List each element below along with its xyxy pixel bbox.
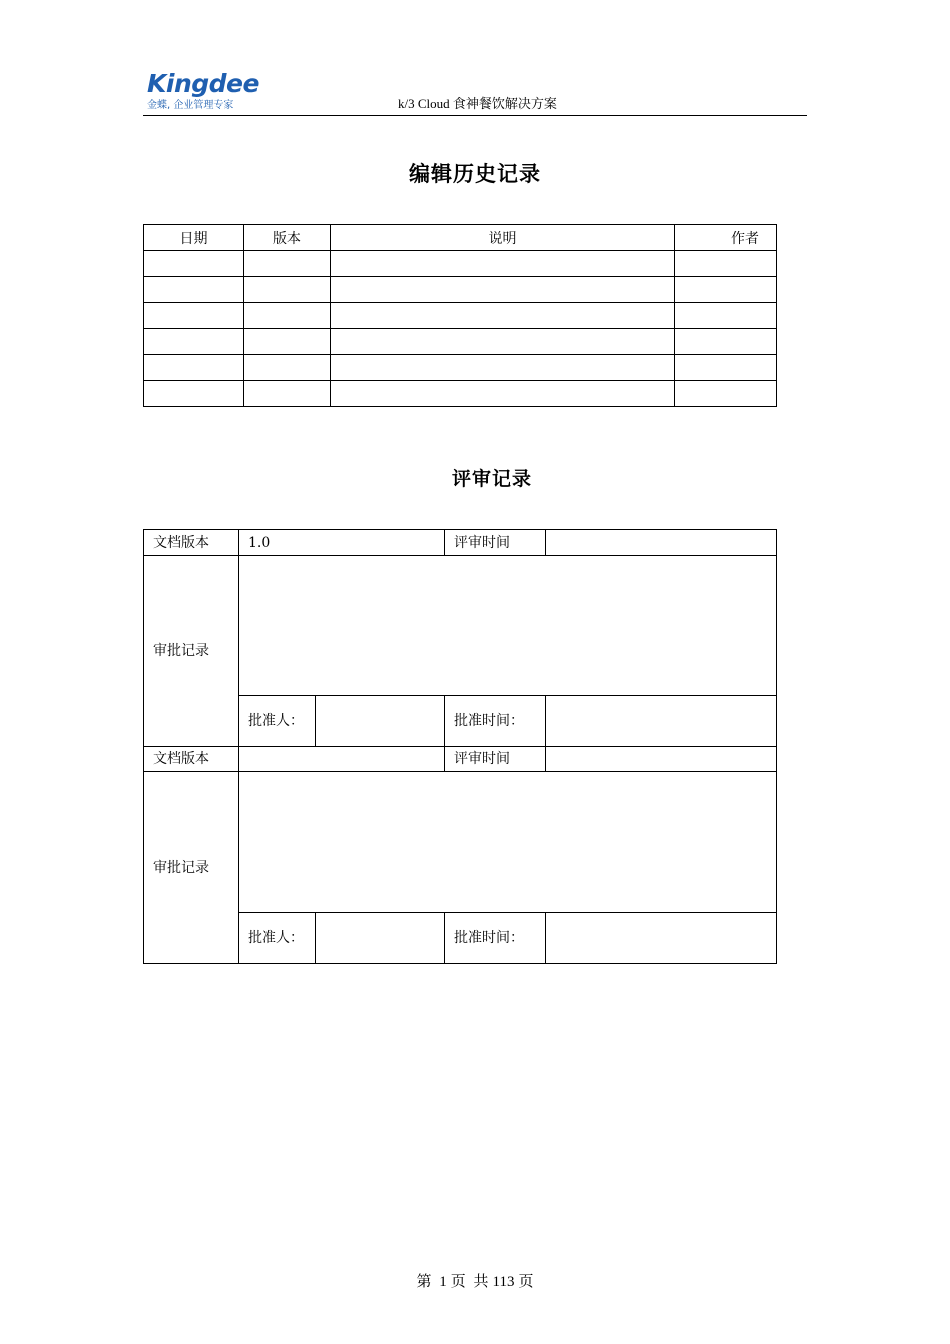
approver-label: 批准人： [239,913,316,964]
approver-value [316,696,445,747]
total-prefix: 共 [473,1274,489,1290]
header-divider [143,115,807,116]
column-header-description: 说明 [331,225,675,251]
table-cell [244,303,331,329]
table-cell [331,303,675,329]
approver-row [144,913,777,964]
history-header-row [144,225,777,251]
table-cell [675,381,777,407]
review-time-label: 评审时间 [445,530,546,556]
review-record-table [143,529,777,964]
logo-tagline: 金蝶, 企业管理专家 [147,100,234,111]
approve-time-label: 批准时间： [445,696,546,747]
column-header-version: 版本 [244,225,331,251]
approval-record-content [239,772,777,913]
table-row [144,277,777,303]
table-cell [675,277,777,303]
review-time-value [546,747,777,772]
edit-history-table [143,224,777,407]
table-cell [331,251,675,277]
table-cell [144,303,244,329]
approver-value [316,913,445,964]
approval-record-row [144,772,777,913]
page-unit: 页 [450,1274,466,1290]
table-cell [675,329,777,355]
table-row [144,329,777,355]
table-row [144,303,777,329]
table-cell [244,251,331,277]
edit-history-title: 编辑历史记录 [409,161,541,186]
table-cell [331,329,675,355]
total-unit: 页 [518,1274,534,1290]
table-cell [144,355,244,381]
approve-time-label: 批准时间： [445,913,546,964]
approval-record-label: 审批记录 [144,772,239,964]
table-cell [331,355,675,381]
table-cell [244,381,331,407]
table-cell [675,251,777,277]
doc-version-value: 1.0 [239,530,445,556]
kingdee-logo [147,70,259,113]
table-row [144,355,777,381]
approval-record-label: 审批记录 [144,556,239,747]
approver-row [144,696,777,747]
doc-version-label: 文档版本 [144,530,239,556]
table-cell [244,355,331,381]
doc-version-label: 文档版本 [144,747,239,772]
table-cell [675,355,777,381]
approve-time-value [546,913,777,964]
table-cell [144,381,244,407]
page-number-footer [0,1270,950,1291]
table-cell [144,277,244,303]
table-cell [331,277,675,303]
review-time-value [546,530,777,556]
review-record-title: 评审记录 [452,468,533,490]
table-cell [244,277,331,303]
review-time-label: 评审时间 [445,747,546,772]
table-row [144,381,777,407]
table-cell [144,329,244,355]
column-header-date: 日期 [144,225,244,251]
doc-version-value [239,747,445,772]
approval-record-row [144,556,777,696]
table-cell [244,329,331,355]
page-prefix: 第 [416,1274,432,1290]
table-cell [675,303,777,329]
column-header-author: 作者 [675,225,777,251]
logo-wordmark: Kingdee [147,69,259,98]
approve-time-value [546,696,777,747]
approver-label: 批准人： [239,696,316,747]
review-version-row [144,530,777,556]
approval-record-content [239,556,777,696]
table-cell [331,381,675,407]
table-row [144,251,777,277]
page-current: 1 [439,1274,447,1290]
document-header-title: k/3 Cloud 食神餐饮解决方案 [398,96,557,111]
page-total: 113 [492,1274,515,1290]
table-cell [144,251,244,277]
review-version-row [144,747,777,772]
